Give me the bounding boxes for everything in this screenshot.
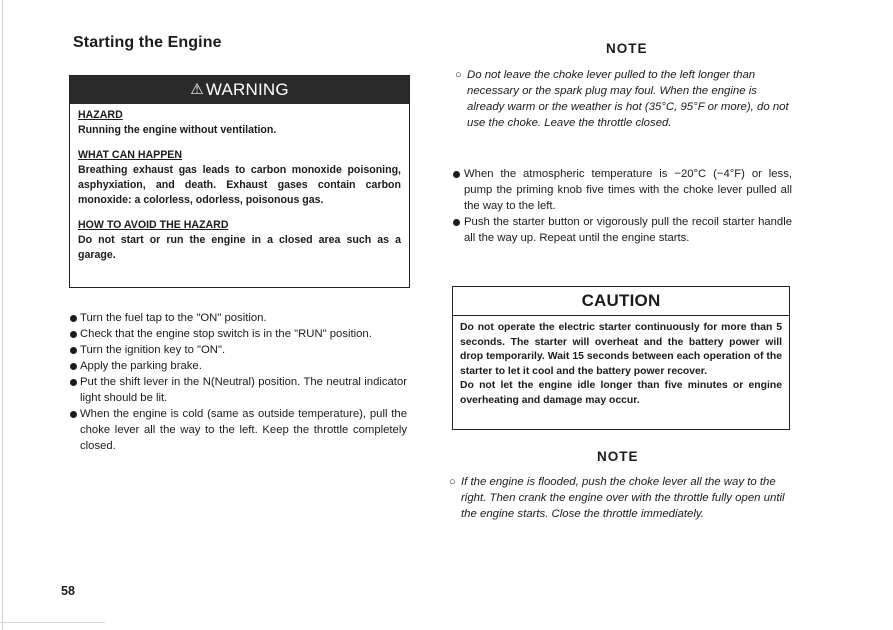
hazard-heading: HAZARD — [78, 109, 123, 121]
how-to-avoid-heading: HOW TO AVOID THE HAZARD — [78, 219, 229, 231]
warning-header-label: WARNING — [205, 80, 289, 99]
section-title: Starting the Engine — [73, 34, 222, 51]
bottom-edge-line — [0, 622, 105, 623]
list-item: When the atmospheric temperature is −20°C (−4°F) or less, pump the priming knob five times with the choke lever pulled all the way to the left. — [452, 166, 792, 214]
list-item: Turn the fuel tap to the "ON" position. — [69, 310, 407, 326]
list-item: Put the shift lever in the N(Neutral) position. The neutral indicator light should be lit. — [69, 374, 407, 406]
warning-box — [69, 75, 410, 288]
warning-header — [70, 76, 409, 104]
note-body: Do not leave the choke lever pulled to the left longer than necessary or the spark plug may foul. When the engine is already warm or the weather is hot (35°C, 95°F or more), do not use the choke. Leave the throttle closed. — [467, 69, 789, 129]
caution-body — [453, 316, 789, 408]
caution-header: CAUTION — [453, 287, 789, 316]
warning-body — [70, 104, 409, 263]
page-number: 58 — [61, 584, 75, 598]
note-body: If the engine is flooded, push the choke lever all the way to the right. Then crank the engine over with the throttle fully open until the engine starts. Close the throttle immediately. — [461, 476, 785, 520]
list-item: Check that the engine stop switch is in the "RUN" position. — [69, 326, 407, 342]
warning-triangle-icon: ⚠ — [190, 81, 204, 98]
what-can-happen-heading: WHAT CAN HAPPEN — [78, 149, 182, 161]
note-title: NOTE — [597, 449, 639, 464]
caution-box — [452, 286, 790, 430]
how-to-avoid-text: Do not start or run the engine in a closed area such as a garage. — [78, 234, 401, 261]
hazard-text: Running the engine without ventilation. — [78, 124, 277, 136]
note-text — [455, 67, 795, 131]
list-item: When the engine is cold (same as outside temperature), pull the choke lever all the way to the left. Keep the throttle completely closed. — [69, 406, 407, 454]
temperature-steps-list — [452, 166, 792, 246]
starting-steps-list — [69, 310, 407, 454]
note-title: NOTE — [606, 41, 648, 56]
caution-text-starter: Do not operate the electric starter continuously for more than 5 seconds. The starter will overheat and the battery power will drop temporarily. Wait 15 seconds between each operation of the starter to let it cool and the battery power recover. — [460, 322, 782, 377]
note-marker: ○ — [449, 476, 456, 488]
list-item: Turn the ignition key to "ON". — [69, 342, 407, 358]
note-marker: ○ — [455, 69, 462, 81]
list-item: Push the starter button or vigorously pull the recoil starter handle all the way up. Repeat until the engine starts. — [452, 214, 792, 246]
page-edge-line — [2, 0, 3, 630]
caution-text-idle: Do not let the engine idle longer than five minutes or engine overheating and damage may occur. — [460, 380, 782, 406]
note-text — [449, 474, 795, 522]
list-item: Apply the parking brake. — [69, 358, 407, 374]
what-can-happen-text: Breathing exhaust gas leads to carbon monoxide poisoning, asphyxiation, and death. Exhaust gases contain carbon monoxide: a colorless, odorless, poisonous gas. — [78, 164, 401, 206]
